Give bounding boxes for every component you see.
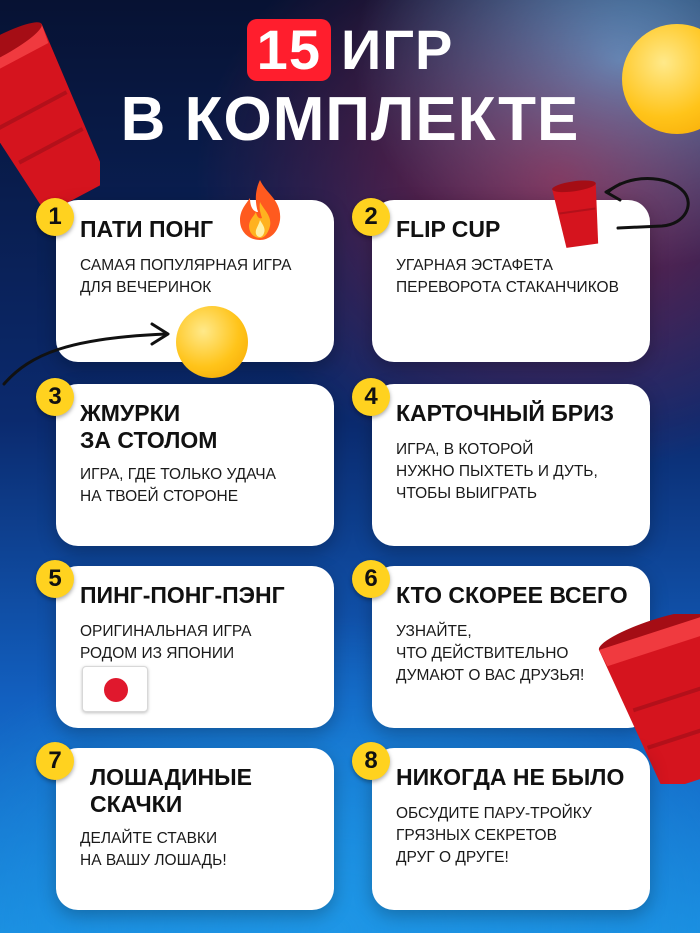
game-description: ОРИГИНАЛЬНАЯ ИГРА РОДОМ ИЗ ЯПОНИИ <box>80 623 252 662</box>
game-description: УГАРНАЯ ЭСТАФЕТА ПЕРЕВОРОТА СТАКАНЧИКОВ <box>396 257 619 296</box>
game-number-badge: 5 <box>36 560 74 598</box>
game-description: ИГРА, В КОТОРОЙ НУЖНО ПЫХТЕТЬ И ДУТЬ, ЧТОБЫ ВЫИГРАТЬ <box>396 441 598 502</box>
red-cup-icon <box>0 18 100 218</box>
title-line2: В КОМПЛЕКТЕ <box>120 85 580 154</box>
game-title: ЖМУРКИ ЗА СТОЛОМ <box>80 400 218 453</box>
title-games-word: ИГР <box>340 18 454 81</box>
game-card-7 <box>56 748 334 910</box>
game-card-8 <box>372 748 650 910</box>
game-number-badge: 8 <box>352 742 390 780</box>
game-number-badge: 2 <box>352 198 390 236</box>
game-description: ИГРА, ГДЕ ТОЛЬКО УДАЧА НА ТВОЕЙ СТОРОНЕ <box>80 466 276 505</box>
games-count-badge: 15 <box>247 19 331 81</box>
game-title: КТО СКОРЕЕ ВСЕГО <box>396 582 628 608</box>
red-cup-icon <box>552 180 604 250</box>
game-title: ЛОШАДИНЫЕ СКАЧКИ <box>90 764 252 817</box>
game-title: ПИНГ-ПОНГ-ПЭНГ <box>80 582 285 608</box>
page-title <box>0 18 700 156</box>
curved-arrow-icon <box>0 314 176 390</box>
game-description: ДЕЛАЙТЕ СТАВКИ НА ВАШУ ЛОШАДЬ! <box>80 830 227 869</box>
ping-pong-ball-icon <box>176 306 248 378</box>
game-title: КАРТОЧНЫЙ БРИЗ <box>396 400 615 426</box>
game-description: УЗНАЙТЕ, ЧТО ДЕЙСТВИТЕЛЬНО ДУМАЮТ О ВАС ДРУЗЬЯ! <box>396 623 585 684</box>
game-number-badge: 7 <box>36 742 74 780</box>
game-card-3 <box>56 384 334 546</box>
game-number-badge: 4 <box>352 378 390 416</box>
game-number-badge: 3 <box>36 378 74 416</box>
game-number-badge: 1 <box>36 198 74 236</box>
curved-arrow-icon <box>598 166 698 236</box>
game-description: ОБСУДИТЕ ПАРУ-ТРОЙКУ ГРЯЗНЫХ СЕКРЕТОВ ДРУГ О ДРУГЕ! <box>396 805 592 866</box>
game-title: ПАТИ ПОНГ <box>80 216 214 242</box>
game-card-4 <box>372 384 650 546</box>
fire-icon <box>232 178 288 242</box>
japan-flag-icon <box>82 666 148 712</box>
game-number-badge: 6 <box>352 560 390 598</box>
game-title: FLIP CUP <box>396 216 501 242</box>
game-title: НИКОГДА НЕ БЫЛО <box>396 764 625 790</box>
game-description: САМАЯ ПОПУЛЯРНАЯ ИГРА ДЛЯ ВЕЧЕРИНОК <box>80 257 292 296</box>
